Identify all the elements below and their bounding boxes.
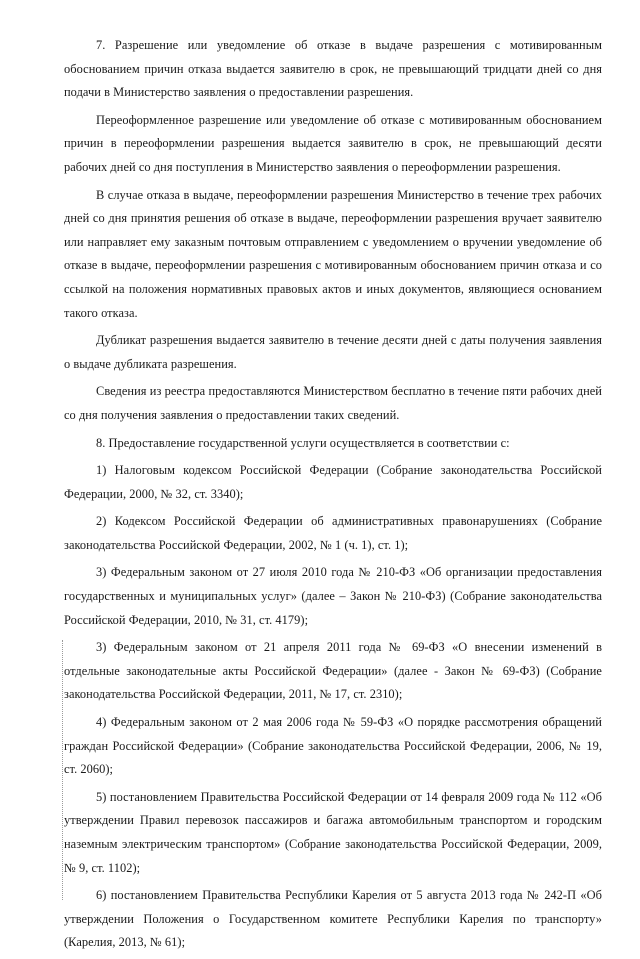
paragraph-legal-basis-heading: 8. Предоставление государственной услуги осуществляется в соответствии с: <box>96 435 510 450</box>
list-item-law-69: 3) Федеральным законом от 21 апреля 2011 года № 69-ФЗ «О внесении изменений в отдельные законодательные акты Российской Федерации» (далее - Закон № 69-ФЗ) (Собрание законодательства Российской Федерации, 2011, № 17, ст. 2310); <box>64 640 602 702</box>
list-item-decree-242: 6) постановлением Правительства Республики Карелия от 5 августа 2013 года № 242-П «Об утверждении Положения о Государственном комитете Республики Карелия по транспорту» (Карелия, 2013, № 61); <box>64 888 602 950</box>
paragraph-reissued-permit: Переоформленное разрешение или уведомление об отказе с мотивированным обоснованием причин в переоформлении разрешения выдается заявителю в срок, не превышающий десяти рабочих дней со дня поступления в Министерство заявления о переоформлении разрешения. <box>64 112 602 174</box>
document-body <box>64 34 602 959</box>
paragraph-permit-issue-deadline: 7. Разрешение или уведомление об отказе в выдаче разрешения с мотивированным обоснованием причин отказа выдается заявителю в срок, не превышающий тридцати дней со дня подачи в Министерство заявления о предоставлении разрешения. <box>64 38 602 100</box>
list-item-law-210: 3) Федеральным законом от 27 июля 2010 года № 210-ФЗ «Об организации предоставления государственных и муниципальных услуг» (далее – Закон № 210-ФЗ) (Собрание законодательства Российской Федерации, 2010, № 31, ст. 4179); <box>64 565 602 627</box>
list-item-tax-code: 1) Налоговым кодексом Российской Федерации (Собрание законодательства Российской Федерации, 2000, № 32, ст. 3340); <box>64 463 602 501</box>
list-item-law-59: 4) Федеральным законом от 2 мая 2006 года № 59-ФЗ «О порядке рассмотрения обращений граждан Российской Федерации» (Собрание законодательства Российской Федерации, 2006, № 19, ст. 2060); <box>64 715 602 777</box>
list-item-decree-112: 5) постановлением Правительства Российской Федерации от 14 февраля 2009 года № 112 «Об утверждении Правил перевозок пассажиров и багажа автомобильным транспортом и городским наземным электрическим транспортом» (Собрание законодательства Российской Федерации, 2009, № 9, ст. 1102); <box>64 789 602 875</box>
paragraph-refusal-notice: В случае отказа в выдаче, переоформлении разрешения Министерство в течение трех рабочих дней со дня принятия решения об отказе в выдаче, переоформлении разрешения вручает заявителю или направляет ему заказным почтовым отправлением с уведомлением о вручении уведомление об отказе в выдаче, переоформлении разрешения с мотивированным обоснованием причин отказа и со ссылкой на положения нормативных правовых актов и иных документов, являющиеся основанием такого отказа. <box>64 187 602 320</box>
paragraph-duplicate-permit: Дубликат разрешения выдается заявителю в течение десяти дней с даты получения заявления о выдаче дубликата разрешения. <box>64 333 602 371</box>
list-item-admin-code: 2) Кодексом Российской Федерации об административных правонарушениях (Собрание законодательства Российской Федерации, 2002, № 1 (ч. 1), ст. 1); <box>64 514 602 552</box>
paragraph-registry-info: Сведения из реестра предоставляются Министерством бесплатно в течение пяти рабочих дней со дня получения заявления о предоставлении таких сведений. <box>64 384 602 422</box>
